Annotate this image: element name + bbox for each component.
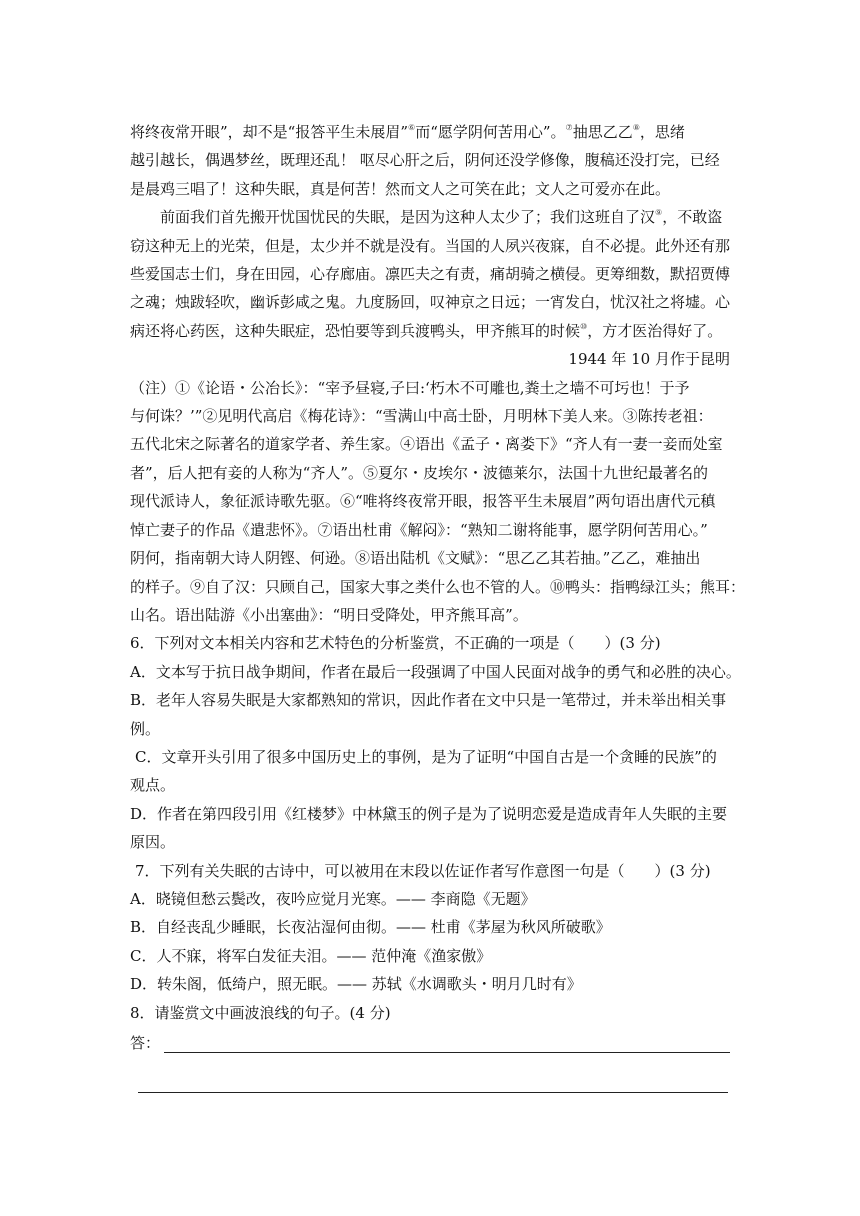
- footnote-marker: ⑧: [632, 123, 640, 132]
- passage-line: 病还将心药医，这种失眠症，恐怕要等到兵渡鸭头，甲齐熊耳的时候⑩，方才医治得好了。: [130, 321, 723, 340]
- question-7-option-d: D．转朱阁，低绮户，照无眠。—— 苏轼《水调歌头・明月几时有》: [130, 975, 582, 994]
- document-page: [130, 118, 746, 1053]
- passage-line: 是晨鸡三唱了！这种失眠，真是何苦！然而文人之可笑在此；文人之可爱亦在此。: [130, 179, 671, 198]
- note-line: 悼亡妻子的作品《遣悲怀》。⑦语出杜甫《解闷》：“熟知二谢将能事，愿学阴何苦用心。”: [130, 520, 708, 539]
- question-6-option-d-cont: 原因。: [130, 833, 176, 852]
- answer-line[interactable]: [164, 1032, 730, 1053]
- date-signature: 1944 年 10 月作于昆明: [568, 350, 730, 369]
- note-line: （注）①《论语・公冶长》：“宰予昼寝,子曰:‘朽木不可雕也,粪土之墙不可圬也！于予: [130, 378, 690, 397]
- question-7-option-c: C．人不寐，将军白发征夫泪。—— 范仲淹《渔家傲》: [130, 946, 492, 965]
- question-6-option-b-cont: 例。: [130, 719, 161, 738]
- note-line: 现代派诗人，象征派诗歌先驱。⑥“唯将终夜常开眼，报答平生未展眉”两句语出唐代元稹: [130, 492, 716, 511]
- question-6-stem: 6．下列对文本相关内容和艺术特色的分析鉴赏，不正确的一项是（ ）(3 分): [130, 634, 661, 653]
- answer-row: [130, 1027, 730, 1053]
- answer-label: 答：: [130, 1034, 161, 1052]
- footnote-marker: ⑥: [408, 123, 416, 132]
- question-6-option-b: B．老年人容易失眠是大家都熟知的常识，因此作者在文中只是一笔带过，并未举出相关事: [130, 691, 727, 710]
- question-6-option-c: C．文章开头引用了很多中国历史上的事例，是为了证明“中国自古是一个贪睡的民族”的: [135, 747, 717, 766]
- note-line: 阴何，指南朝大诗人阴铿、何逊。⑧语出陆机《文赋》：“思乙乙其若抽。”乙乙，难抽出: [130, 549, 701, 568]
- footnote-marker: ⑩: [580, 321, 588, 331]
- question-7-option-b: B．自经丧乱少睡眠，长夜沾湿何由彻。—— 杜甫《茅屋为秋风所破歌》: [130, 918, 611, 937]
- note-line: 与何诛？’”②见明代高启《梅花诗》：“雪满山中高士卧，月明林下美人来。③陈抟老祖：: [130, 407, 713, 426]
- note-line: 山名。语出陆游《小出塞曲》：“明日受降处，甲齐熊耳高”。: [130, 605, 528, 624]
- question-7-stem: 7．下列有关失眠的古诗中，可以被用在末段以佐证作者写作意图一句是（ ）(3 分): [135, 861, 711, 880]
- question-8-stem: 8．请鉴赏文中画波浪线的句子。(4 分): [130, 1003, 391, 1022]
- question-7-option-a: A．晓镜但愁云鬓改，夜吟应觉月光寒。—— 李商隐《无题》: [130, 889, 536, 908]
- note-line: 五代北宋之际著名的道家学者、养生家。④语出《孟子・离娄下》“齐人有一妻一妾而处室: [130, 435, 723, 454]
- passage-line: 越引越长，偶遇梦丝，既理还乱！ 呕尽心肝之后，阴何还没学修像，腹稿还没打完，已经: [130, 151, 720, 170]
- footnote-marker: ⑨: [655, 208, 663, 218]
- question-6-option-c-cont: 观点。: [130, 776, 176, 795]
- question-6-option-d: D．作者在第四段引用《红楼梦》中林黛玉的例子是为了说明恋爱是造成青年人失眠的主要: [130, 804, 728, 823]
- passage-line: 窃这种无上的光荣，但是，太少并不就是没有。当国的人夙兴夜寐，自不必提。此外还有那: [130, 236, 731, 255]
- passage-line: 将终夜常开眼”，却不是“报答平生未展眉”⑥而“愿学阴何苦用心”。⑦抽思乙乙⑧，思绪: [130, 123, 685, 141]
- note-line: 者”，后人把有妾的人称为“齐人”。⑤夏尔・皮埃尔・波德莱尔，法国十九世纪最著名的: [130, 463, 709, 482]
- footnote-marker: ⑦: [565, 123, 573, 132]
- passage-line: 些爱国志士们，身在田园，心存廊庙。凛匹夫之有责，痛胡骑之横侵。更筹细数，默招贾傅: [130, 265, 731, 284]
- passage-line: 之魂；烛跋轻吹，幽诉彭咸之鬼。九度肠回，叹神京之日远；一宵发白，忧汉社之将墟。心: [130, 293, 731, 312]
- note-line: 的样子。⑨自了汉：只顾自己，国家大事之类什么也不管的人。⑩鸭头：指鸭绿江头；熊耳：: [130, 577, 746, 596]
- question-6-option-a: A．文本写于抗日战争期间，作者在最后一段强调了中国人民面对战争的勇气和必胜的决心。: [130, 662, 741, 681]
- passage-line: 前面我们首先搬开忧国忧民的失眠，是因为这种人太少了；我们这班自了汉⑨，不敢盗: [160, 208, 723, 227]
- answer-line-2[interactable]: [138, 1092, 728, 1093]
